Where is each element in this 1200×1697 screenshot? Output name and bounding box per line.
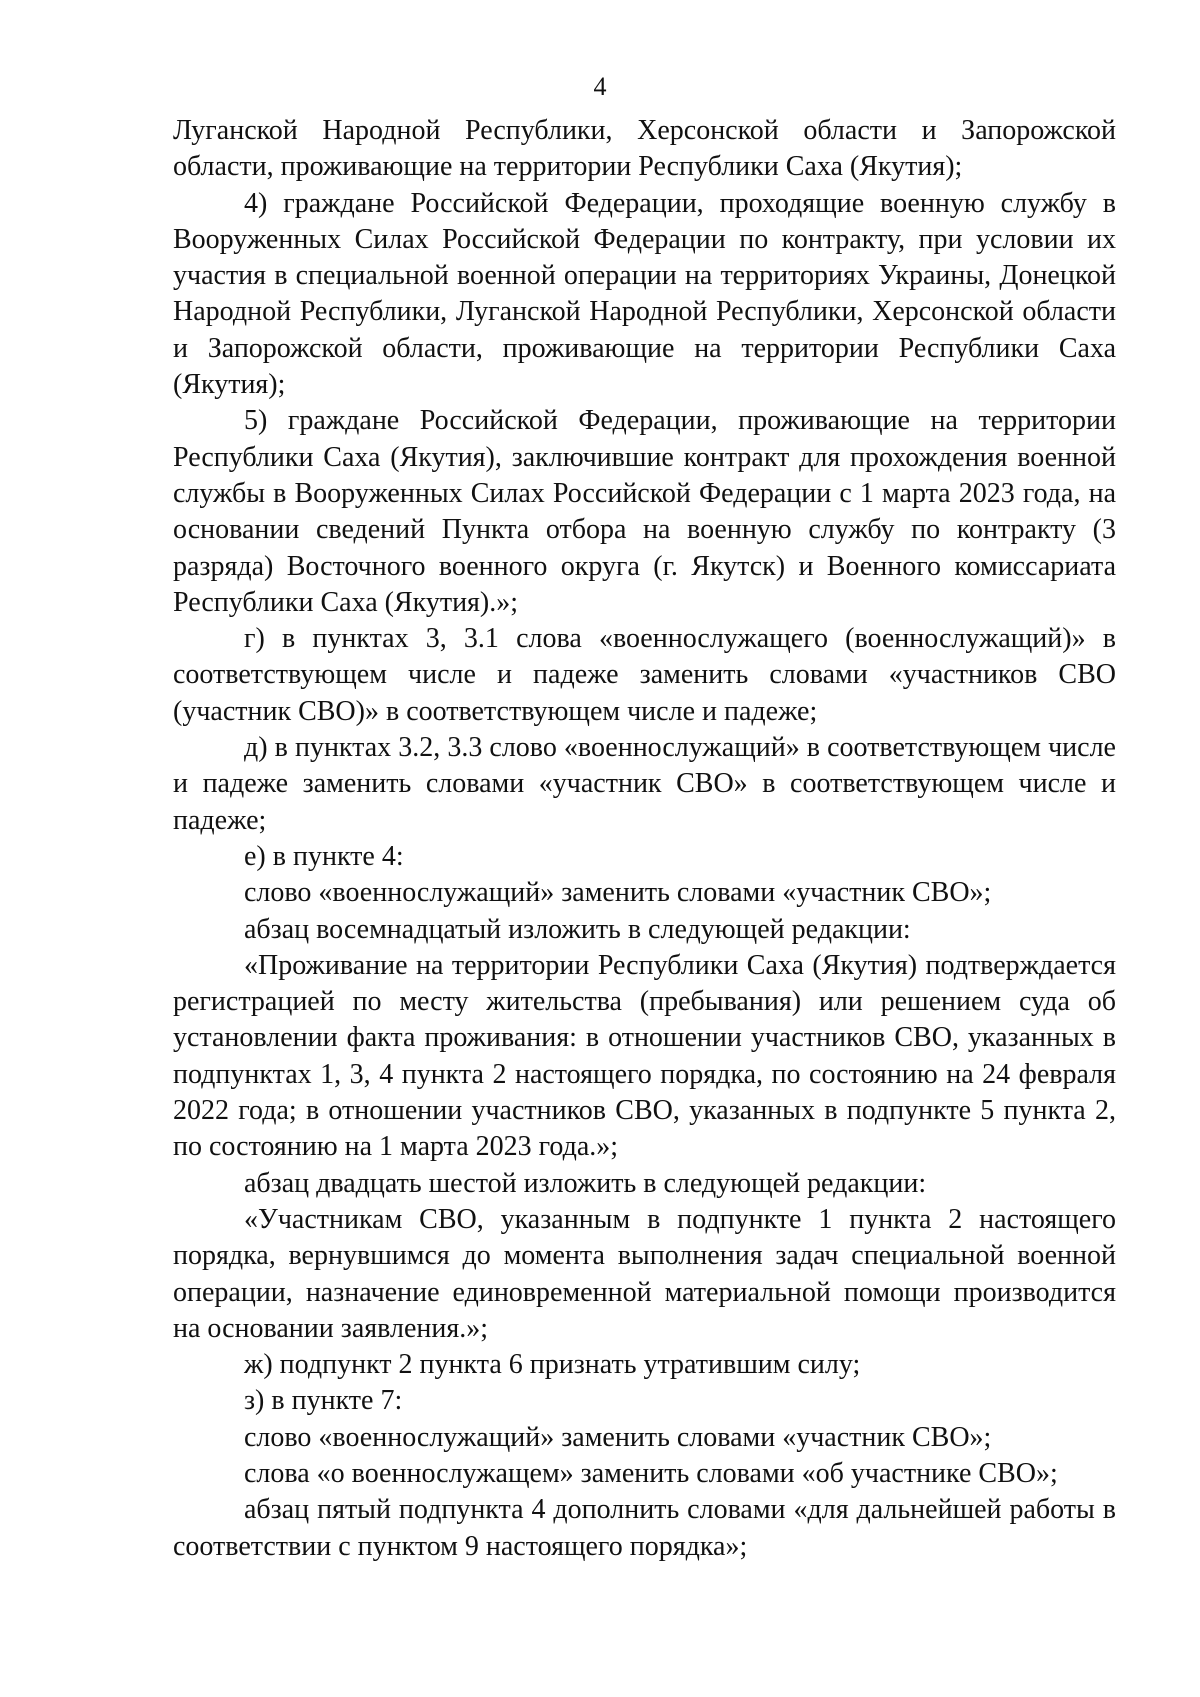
paragraph-z-abzac-5: абзац пятый подпункта 4 дополнить словами «для дальнейшей работы в соответствии с пунктом 9 настоящего порядка»;	[173, 1494, 1116, 1562]
paragraph-item-zh: ж) подпункт 2 пункта 6 признать утратившим силу;	[244, 1349, 861, 1381]
document-body	[173, 113, 1116, 1565]
paragraph-e-abzac-26: абзац двадцать шестой изложить в следующей редакции:	[244, 1167, 927, 1199]
paragraph-z-word-replace: слово «военнослужащий» заменить словами «участник СВО»;	[244, 1421, 992, 1453]
paragraph-e-abzac-18: абзац восемнадцатый изложить в следующей редакции:	[244, 913, 911, 945]
paragraph-item-g: г) в пунктах 3, 3.1 слова «военнослужащего (военнослужащий)» в соответствующем числе и падеже заменить словами «участников СВО (участник СВО)» в соответствующем числе и падеже;	[173, 623, 1116, 727]
paragraph-item-z: з) в пункте 7:	[244, 1385, 403, 1417]
paragraph-item-e: е) в пункте 4:	[244, 840, 404, 872]
paragraph-item-4: 4) граждане Российской Федерации, проходящие военную службу в Вооруженных Силах Российской Федерации по контракту, при условии их участия в специальной военной операции на территориях Украины, Донецкой Народной Республики, Луганской Народной Республики, Херсонской области и Запорожской области, проживающие на территории Республики Саха (Якутия);	[173, 187, 1116, 401]
paragraph-e-abzac-26-text: «Участникам СВО, указанным в подпункте 1 пункта 2 настоящего порядка, вернувшимся до момента выполнения задач специальной военной операции, назначение единовременной материальной помощи производится на основании заявления.»;	[173, 1203, 1116, 1344]
page-number: 4	[593, 72, 607, 101]
paragraph-e-word-replace: слово «военнослужащий» заменить словами «участник СВО»;	[244, 877, 992, 909]
paragraph-continuation: Луганской Народной Республики, Херсонской области и Запорожской области, проживающие на территории Республики Саха (Якутия);	[173, 115, 1116, 183]
paragraph-item-5: 5) граждане Российской Федерации, проживающие на территории Республики Саха (Якутия), заключившие контракт для прохождения военной службы в Вооруженных Силах Российской Федерации с 1 марта 2023 года, на основании сведений Пункта отбора на военную службу по контракту (3 разряда) Восточного военного округа (г. Якутск) и Военного комиссариата Республики Саха (Якутия).»;	[173, 405, 1116, 618]
paragraph-z-words-replace: слова «о военнослужащем» заменить словами «об участнике СВО»;	[244, 1457, 1058, 1489]
paragraph-item-d: д) в пунктах 3.2, 3.3 слово «военнослужащий» в соответствующем числе и падеже заменить словами «участник СВО» в соответствующем числе и падеже;	[173, 732, 1116, 836]
paragraph-e-abzac-18-text: «Проживание на территории Республики Саха (Якутия) подтверждается регистрацией по месту жительства (пребывания) или решением суда об установлении факта проживания: в отношении участников СВО, указанных в подпунктах 1, 3, 4 пункта 2 настоящего порядка, по состоянию на 24 февраля 2022 года; в отношении участников СВО, указанных в подпункте 5 пункта 2, по состоянию на 1 марта 2023 года.»;	[173, 949, 1116, 1163]
